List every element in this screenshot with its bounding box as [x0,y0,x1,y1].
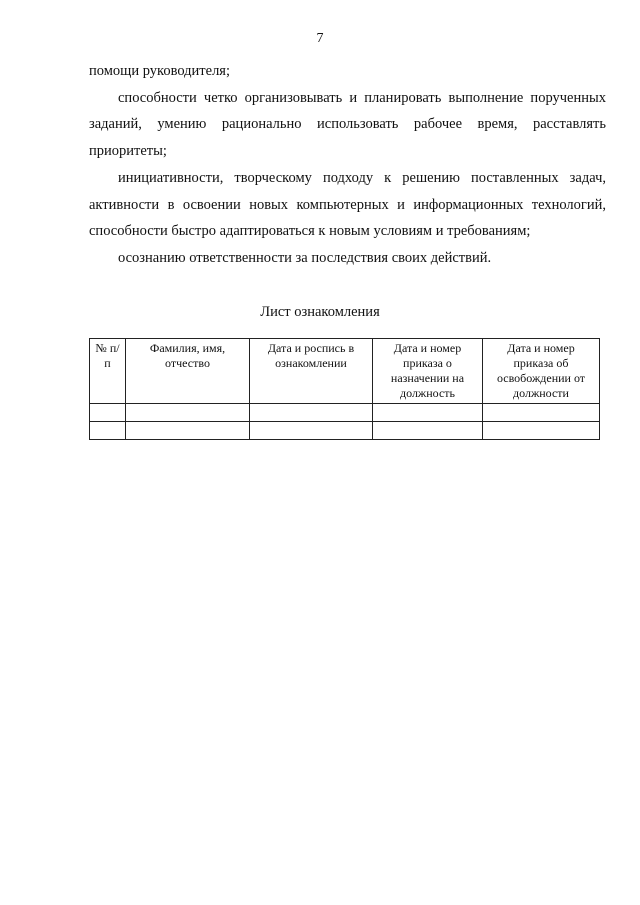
table-cell [483,404,600,422]
table-cell [90,404,126,422]
paragraph-supervisor-help: помощи руководителя; [89,63,230,79]
table-cell [373,422,483,440]
table-header-row [90,339,600,404]
table-cell [90,422,126,440]
column-header-dismissal-order [483,339,600,404]
column-header-number [90,339,126,404]
table-row [90,404,600,422]
column-header-appointment-order [373,339,483,404]
table-cell [126,422,250,440]
acknowledgment-sheet-title: Лист ознакомления [260,304,380,320]
column-header-signature-date-label: Дата и роспись в ознакомлении [267,341,355,370]
acknowledgment-table [89,338,600,440]
table-cell [373,404,483,422]
page-number: 7 [316,31,324,46]
paragraph-responsibility: осознанию ответственности за последствия своих действий. [118,249,492,266]
column-header-signature-date [250,339,373,404]
table-cell [250,404,373,422]
body-text [89,58,606,272]
table-row [90,422,600,440]
column-header-number-label: № п/п [95,341,120,370]
paragraph-organization: способности четко организовывать и планировать выполнение порученных заданий, умению рационально использовать рабочее время, расставлять приоритеты; [89,89,606,160]
table-cell [483,422,600,440]
column-header-full-name [126,339,250,404]
column-header-appointment-order-label: Дата и номер приказа о назначении на должность [390,341,465,400]
column-header-full-name-label: Фамилия, имя, отчество [149,341,226,370]
paragraph-initiative: инициативности, творческому подходу к решению поставленных задач, активности в освоении новых компьютерных и информационных технологий, способности быстро адаптироваться к новым условиям и требованиям; [89,169,606,240]
table-cell [250,422,373,440]
column-header-dismissal-order-label: Дата и номер приказа об освобождении от должности [496,341,586,400]
table-cell [126,404,250,422]
